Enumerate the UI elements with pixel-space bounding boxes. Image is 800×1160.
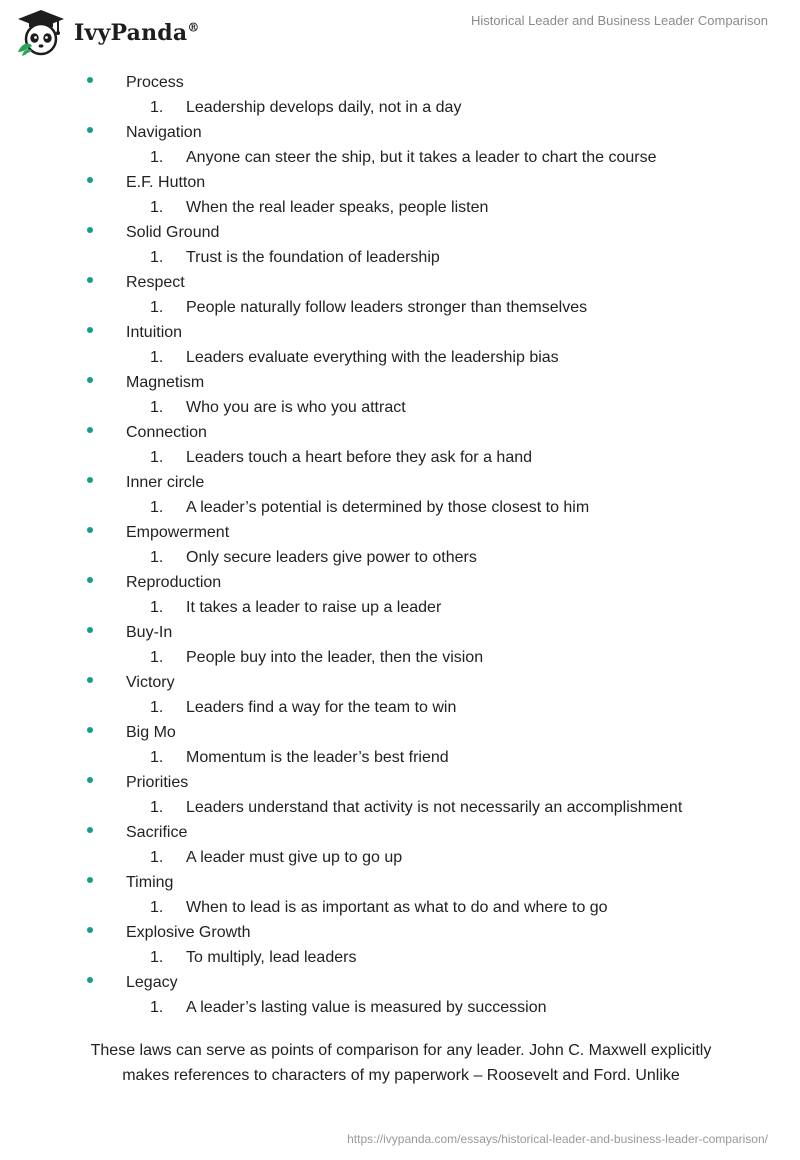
bullet-icon — [87, 527, 93, 533]
bullet-icon — [87, 977, 93, 983]
item-number: 1. — [150, 599, 164, 616]
law-description: Who you are is who you attract — [186, 399, 406, 416]
list-item — [0, 671, 800, 721]
bullet-icon — [87, 577, 93, 583]
law-name: Respect — [126, 274, 185, 291]
law-name: Victory — [126, 674, 175, 691]
bullet-icon — [87, 877, 93, 883]
list-item — [0, 221, 800, 271]
logo-text: IvyPanda® — [74, 20, 200, 46]
bullet-icon — [87, 77, 93, 83]
law-name: Timing — [126, 874, 174, 891]
law-name: Inner circle — [126, 474, 205, 491]
list-item — [0, 171, 800, 221]
law-name: Magnetism — [126, 374, 205, 391]
list-item — [0, 71, 800, 121]
law-description: A leader must give up to go up — [186, 849, 403, 866]
law-description: People buy into the leader, then the vision — [186, 649, 484, 666]
item-number: 1. — [150, 349, 164, 366]
page-header — [0, 0, 800, 60]
item-number: 1. — [150, 999, 164, 1016]
law-description: To multiply, lead leaders — [186, 949, 357, 966]
bullet-icon — [87, 627, 93, 633]
list-item — [0, 371, 800, 421]
law-name: Sacrifice — [126, 824, 188, 841]
law-name: Navigation — [126, 124, 202, 141]
law-name: Legacy — [126, 974, 178, 991]
item-number: 1. — [150, 549, 164, 566]
list-item — [0, 871, 800, 921]
bullet-icon — [87, 477, 93, 483]
law-name: Reproduction — [126, 574, 222, 591]
list-item — [0, 971, 800, 1021]
law-description: Anyone can steer the ship, but it takes a leader to chart the course — [186, 149, 657, 166]
law-name: Explosive Growth — [126, 924, 251, 941]
item-number: 1. — [150, 199, 164, 216]
item-number: 1. — [150, 99, 164, 116]
item-number: 1. — [150, 749, 164, 766]
law-name: Process — [126, 74, 184, 91]
law-description: Leaders evaluate everything with the leadership bias — [186, 349, 559, 366]
list-item — [0, 821, 800, 871]
law-description: Leaders find a way for the team to win — [186, 699, 457, 716]
bullet-icon — [87, 277, 93, 283]
law-description: A leader’s potential is determined by those closest to him — [186, 499, 590, 516]
item-number: 1. — [150, 299, 164, 316]
list-item — [0, 721, 800, 771]
item-number: 1. — [150, 449, 164, 466]
document-title: Historical Leader and Business Leader Comparison — [471, 13, 768, 28]
item-number: 1. — [150, 849, 164, 866]
law-name: Intuition — [126, 324, 183, 341]
logo[interactable] — [14, 8, 200, 58]
panda-graduate-icon — [14, 8, 68, 58]
item-number: 1. — [150, 149, 164, 166]
bullet-icon — [87, 777, 93, 783]
law-description: Only secure leaders give power to others — [186, 549, 477, 566]
list-item — [0, 421, 800, 471]
law-name: Priorities — [126, 774, 189, 791]
list-item — [0, 921, 800, 971]
law-description: Momentum is the leader’s best friend — [186, 749, 449, 766]
law-description: Leaders touch a heart before they ask for a hand — [186, 449, 533, 466]
item-number: 1. — [150, 649, 164, 666]
source-url[interactable]: https://ivypanda.com/essays/historical-leader-and-business-leader-comparison/ — [347, 1132, 768, 1146]
law-description: When the real leader speaks, people listen — [186, 199, 489, 216]
law-name: E.F. Hutton — [126, 174, 206, 191]
bullet-icon — [87, 227, 93, 233]
bullet-icon — [87, 927, 93, 933]
law-description: Leaders understand that activity is not necessarily an accomplishment — [186, 799, 683, 816]
law-description: When to lead is as important as what to do and where to go — [186, 899, 608, 916]
law-description: A leader’s lasting value is measured by succession — [186, 999, 547, 1016]
bullet-icon — [87, 127, 93, 133]
law-description: Leadership develops daily, not in a day — [186, 99, 462, 116]
item-number: 1. — [150, 699, 164, 716]
law-name: Connection — [126, 424, 207, 441]
law-name: Big Mo — [126, 724, 176, 741]
law-description: Trust is the foundation of leadership — [186, 249, 440, 266]
list-item — [0, 621, 800, 671]
bullet-icon — [87, 427, 93, 433]
item-number: 1. — [150, 499, 164, 516]
list-item — [0, 321, 800, 371]
bullet-icon — [87, 727, 93, 733]
bullet-icon — [87, 327, 93, 333]
body-paragraph: These laws can serve as points of comparison for any leader. John C. Maxwell explicitly makes references to characters of my paperwork – Roosevelt and Ford. Unlike — [90, 1042, 712, 1084]
law-description: It takes a leader to raise up a leader — [186, 599, 442, 616]
bullet-icon — [87, 827, 93, 833]
list-item — [0, 121, 800, 171]
item-number: 1. — [150, 899, 164, 916]
law-name: Empowerment — [126, 524, 230, 541]
list-item — [0, 771, 800, 821]
list-item — [0, 471, 800, 521]
list-item — [0, 271, 800, 321]
item-number: 1. — [150, 949, 164, 966]
bullet-icon — [87, 377, 93, 383]
list-item — [0, 571, 800, 621]
item-number: 1. — [150, 799, 164, 816]
list-item — [0, 521, 800, 571]
bullet-icon — [87, 177, 93, 183]
bullet-icon — [87, 677, 93, 683]
laws-list — [0, 71, 800, 1021]
law-name: Solid Ground — [126, 224, 220, 241]
registered-mark: ® — [187, 20, 200, 35]
item-number: 1. — [150, 249, 164, 266]
law-description: People naturally follow leaders stronger than themselves — [186, 299, 588, 316]
law-name: Buy-In — [126, 624, 173, 641]
item-number: 1. — [150, 399, 164, 416]
